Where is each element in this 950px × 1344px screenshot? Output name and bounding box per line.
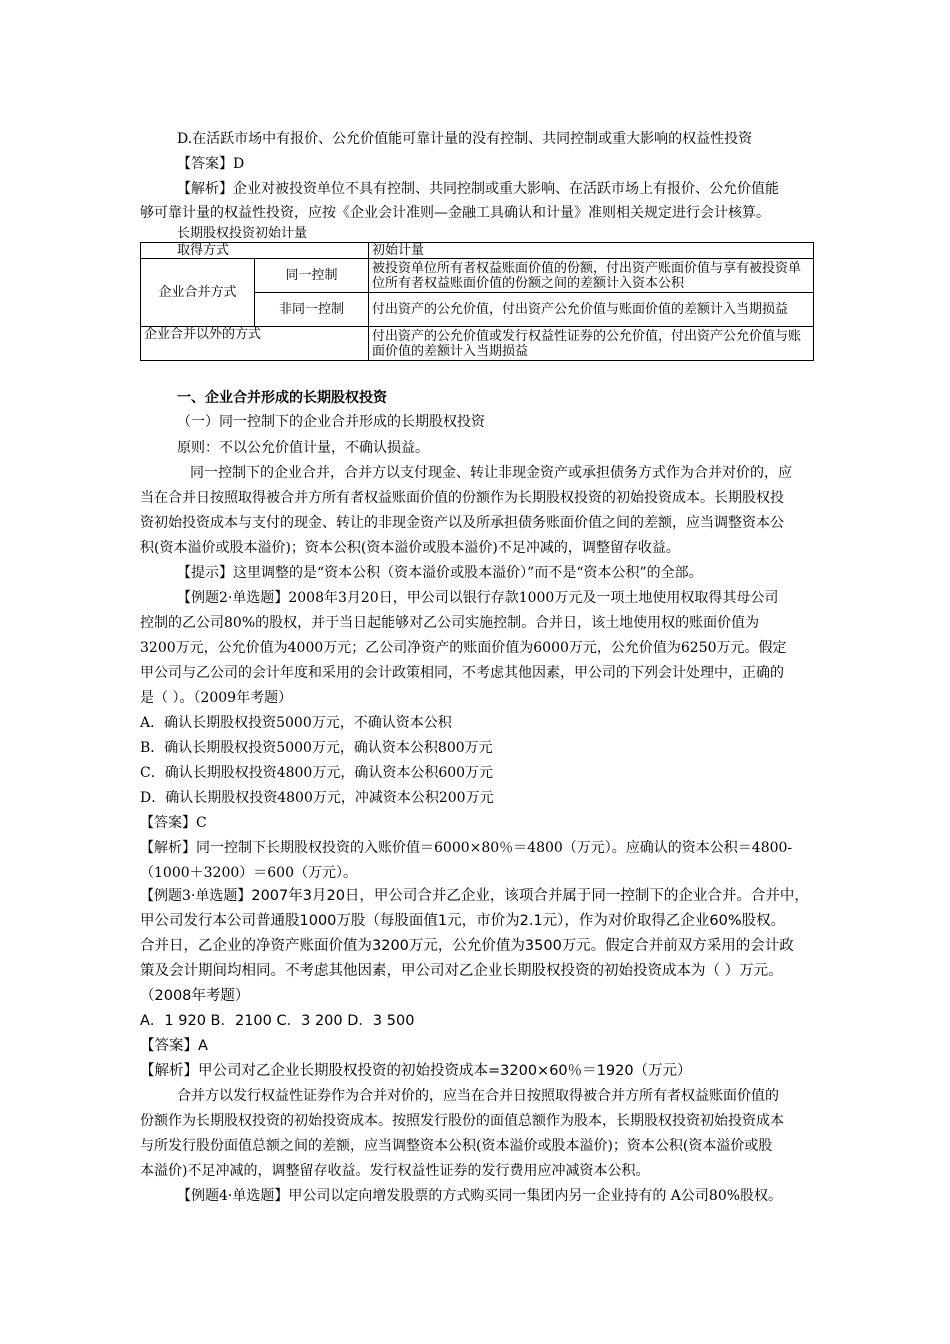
cell-business-combination: 企业合并方式	[141, 259, 255, 327]
example-2-option-b: B．确认长期股权投资5000万元，确认资本公积800万元	[140, 740, 493, 756]
table-caption: 长期股权投资初始计量	[177, 226, 308, 241]
paragraph-1-line-4: 积(资本溢价或股本溢价)；资本公积(资本溢价或股本溢价)不足冲减的，调整留存收益。	[140, 540, 680, 556]
example-2-line-4: 甲公司与乙公司的会计年度和采用的会计政策相同，不考虑其他因素，甲公司的下列会计处理中，正确的	[140, 665, 784, 681]
paragraph-2-line-3: 与所发行股份面值总额之间的差额，应当调整资本公积(资本溢价或股本溢价)；资本公积(资本溢价或股	[140, 1138, 773, 1154]
example-4-line-1	[177, 1187, 782, 1205]
example-3-explanation: 【解析】甲公司对乙企业长期股权投资的初始投资成本=3200×60％＝1920（万元）	[140, 1063, 692, 1079]
example-2-option-d: D．确认长期股权投资4800万元，冲减资本公积200万元	[140, 790, 494, 806]
example-3-text: 2007年3月20日，甲公司合并乙企业，该项合并属于同一控制下的企业合并。合并中，	[251, 888, 809, 904]
paragraph-2-line-2: 份额作为长期股权投资的初始投资成本。按照发行股份的面值总额作为股本，长期股权投资初始投资成本	[140, 1113, 784, 1129]
table-row	[141, 259, 814, 293]
example-2-explanation-2: （1000＋3200）＝600（万元）。	[140, 865, 357, 881]
example-4-text: 甲公司以定向增发股票的方式购买同一集团内另一企业持有的 A公司80%股权。	[288, 1188, 783, 1204]
initial-measurement-table	[140, 242, 814, 361]
example-4-label: 【例题4·单选题】	[177, 1188, 289, 1204]
example-3-line-5: （2008年考题）	[140, 988, 250, 1004]
paragraph-1-line-1: 同一控制下的企业合并，合并方以支付现金、转让非现金资产或承担债务方式作为合并对价的，应	[190, 465, 792, 481]
cell-same-control-measurement: 被投资单位所有者权益账面价值的份额，付出资产账面价值与享有被投资单位所有者权益账面价值的份额之间的差额计入资本公积	[369, 259, 814, 293]
explanation-line-1: 【解析】企业对被投资单位不具有控制、共同控制或重大影响、在活跃市场上有报价、公允价值能	[177, 181, 779, 197]
cell-non-same-control: 非同一控制	[255, 293, 369, 327]
cell-non-same-control-measurement: 付出资产的公允价值，付出资产公允价值与账面价值的差额计入当期损益	[369, 293, 814, 327]
example-2-explanation-1: 【解析】同一控制下长期股权投资的入账价值＝6000×80％＝4800（万元）。应确认的资本公积＝4800-	[140, 840, 793, 856]
table-row	[141, 327, 814, 361]
example-2-option-c: C．确认长期股权投资4800万元，确认资本公积600万元	[140, 765, 494, 781]
header-initial-measurement: 初始计量	[369, 243, 814, 259]
example-3-line-1	[140, 887, 809, 905]
subsection-heading: （一）同一控制下的企业合并形成的长期股权投资	[177, 414, 485, 430]
option-d-line: D.在活跃市场中有报价、公允价值能可靠计量的没有控制、共同控制或重大影响的权益性投资	[177, 131, 753, 147]
example-3-options: A．1 920 B．2100 C．3 200 D．3 500	[140, 1013, 415, 1029]
example-2-line-1: 【例题2·单选题】2008年3月20日，甲公司以银行存款1000万元及一项土地使用权取得其母公司	[177, 590, 779, 606]
cell-other-method: 企业合并以外的方式	[141, 327, 369, 361]
paragraph-2-line-4: 本溢价)不足冲减的，调整留存收益。发行权益性证券的发行费用应冲减资本公积。	[140, 1163, 650, 1179]
example-3-line-4: 策及会计期间均相同。不考虑其他因素，甲公司对乙企业长期股权投资的初始投资成本为（ ）万元。	[140, 963, 783, 979]
explanation-line-2: 够可靠计量的权益性投资，应按《企业会计准则—金融工具确认和计量》准则相关规定进行会计核算。	[140, 205, 770, 221]
example-2-line-2: 控制的乙公司80%的股权，并于当日起能够对乙公司实施控制。合并日，该土地使用权的账面价值为	[140, 615, 760, 631]
cell-same-control: 同一控制	[255, 259, 369, 293]
paragraph-1-line-2: 当在合并日按照取得被合并方所有者权益账面价值的份额作为长期股权投资的初始投资成本。长期股权投	[140, 490, 784, 506]
example-2-answer: 【答案】C	[140, 815, 207, 831]
example-3-line-2: 甲公司发行本公司普通股1000万股（每股面值1元，市价为2.1元），作为对价取得乙企业60%股权。	[140, 913, 786, 929]
header-acquisition-method: 取得方式	[141, 243, 369, 259]
example-2-option-a: A．确认长期股权投资5000万元，不确认资本公积	[140, 715, 452, 731]
example-2-line-5: 是（ ）。（2009年考题）	[140, 690, 293, 706]
example-3-label: 【例题3·单选题】	[140, 888, 252, 904]
example-2-line-3: 3200万元，公允价值为4000万元；乙公司净资产的账面价值为6000万元，公允价值为6250万元。假定	[140, 640, 787, 656]
tip-line: 【提示】这里调整的是“资本公积（资本溢价或股本溢价）”而不是“资本公积”的全部。	[177, 565, 703, 581]
answer-line: 【答案】D	[177, 156, 245, 172]
example-3-answer: 【答案】A	[140, 1038, 208, 1054]
example-3-line-3: 合并日，乙企业的净资产账面价值为3200万元，公允价值为3500万元。假定合并前双方采用的会计政	[140, 938, 794, 954]
paragraph-2-line-1: 合并方以发行权益性证券作为合并对价的，应当在合并日按照取得被合并方所有者权益账面价值的	[177, 1088, 779, 1104]
cell-other-method-measurement: 付出资产的公允价值或发行权益性证券的公允价值，付出资产公允价值与账面价值的差额计入当期损益	[369, 327, 814, 361]
paragraph-1-line-3: 资初始投资成本与支付的现金、转让的非现金资产以及所承担债务账面价值之间的差额，应当调整资本公	[140, 515, 784, 531]
table-header-row	[141, 243, 814, 259]
principle-line: 原则：不以公允价值计量，不确认损益。	[177, 440, 429, 456]
section-heading: 一、企业合并形成的长期股权投资	[177, 390, 387, 406]
